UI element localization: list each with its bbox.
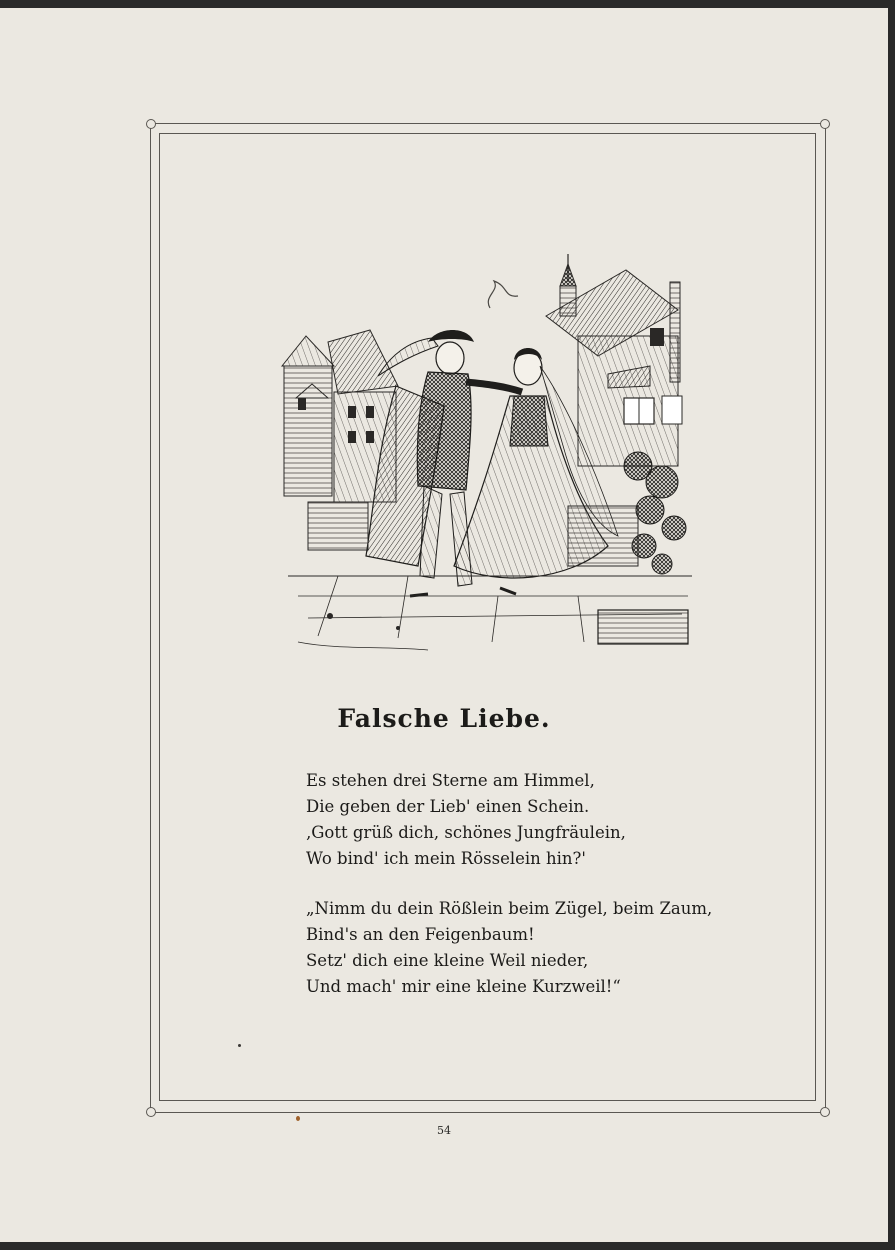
poem-line: „Nimm du dein Rößlein beim Zügel, beim Zaum, [306,899,713,918]
stone-pavement [288,576,692,650]
poem-title: Falsche Liebe. [337,704,551,733]
page-number: 54 [437,1124,451,1137]
poem-stanza [306,768,726,872]
poem-line: Es stehen drei Sterne am Himmel, [306,771,595,790]
poem-line: Wo bind' ich mein Rösselein hin?' [306,849,586,868]
corner-ornament-icon [146,119,156,129]
corner-ornament-icon [820,1107,830,1117]
poem-line: Und mach' mir eine kleine Kurzweil!“ [306,977,621,996]
paper-speck [238,1044,241,1047]
engraving-couple-in-town-square-icon [278,246,702,658]
poem-body [306,768,726,1000]
poem-line: ‚Gott grüß dich, schönes Jungfräulein, [306,823,626,842]
poem-line: Die geben der Lieb' einen Schein. [306,797,590,816]
book-page [0,8,888,1242]
poem-line: Bind's an den Feigenbaum! [306,925,535,944]
poem-stanza [306,896,726,1000]
corner-ornament-icon [820,119,830,129]
paper-speck [296,1116,300,1121]
poem-line: Setz' dich eine kleine Weil nieder, [306,951,589,970]
corner-ornament-icon [146,1107,156,1117]
